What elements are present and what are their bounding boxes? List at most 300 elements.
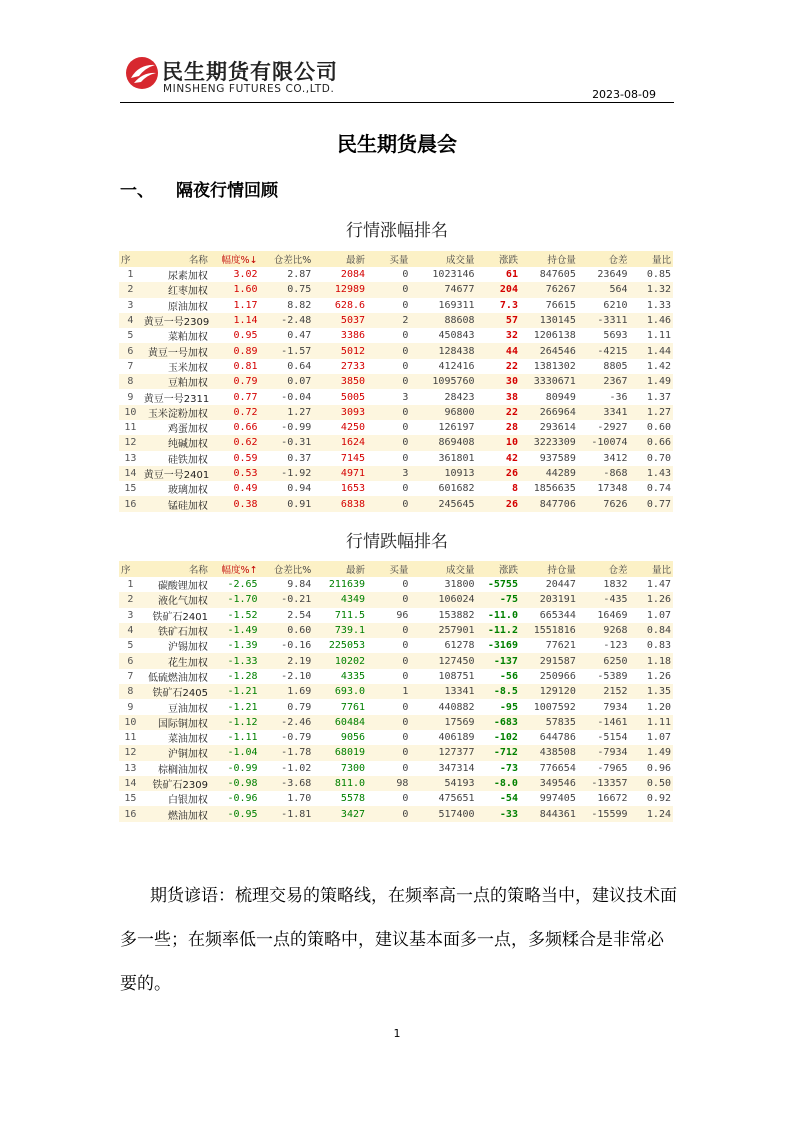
cell-open-interest: 264546 bbox=[520, 343, 578, 358]
cell-vol-ratio: 1.46 bbox=[630, 313, 673, 328]
table-row[interactable] bbox=[119, 653, 673, 668]
cell-oi-diff: 7626 bbox=[578, 496, 630, 511]
column-header-vol-ratio[interactable]: 量比 bbox=[630, 561, 673, 577]
cell-change: 42 bbox=[505, 452, 518, 464]
cell-last: 693.0 bbox=[313, 684, 367, 699]
cell-name: 沪铜加权 bbox=[142, 745, 210, 760]
cell-oi-diff: -7965 bbox=[597, 762, 628, 774]
cell-last: 225053 bbox=[328, 640, 366, 652]
cell-open-interest: 665344 bbox=[539, 609, 576, 621]
table-row[interactable] bbox=[119, 267, 673, 282]
cell-bid-vol: 0 bbox=[402, 452, 409, 464]
cell-volume: 347314 bbox=[438, 762, 475, 774]
cell-change-pct: -1.49 bbox=[210, 623, 260, 638]
cell-last: 1653 bbox=[340, 483, 366, 495]
cell-idx: 14 bbox=[119, 776, 142, 791]
cell-name: 玉米淀粉加权 bbox=[142, 405, 210, 420]
cell-volume: 361801 bbox=[438, 452, 475, 464]
column-header-volume[interactable]: 成交量 bbox=[410, 251, 476, 267]
section-title: 隔夜行情回顾 bbox=[176, 181, 278, 201]
cell-volume: 106024 bbox=[410, 592, 476, 607]
section-number: 一、 bbox=[120, 181, 154, 201]
column-header-oi-diff-ratio[interactable]: 仓差比% bbox=[260, 561, 314, 577]
cell-change: -95 bbox=[499, 701, 518, 713]
table-row[interactable] bbox=[119, 420, 673, 435]
cell-last: 7145 bbox=[340, 452, 366, 464]
cell-change-pct: -1.21 bbox=[210, 684, 260, 699]
cell-vol-ratio: 1.26 bbox=[646, 670, 671, 682]
cell-change: -11.2 bbox=[477, 623, 520, 638]
cell-oi-diff-ratio: 0.91 bbox=[260, 496, 314, 511]
cell-change: 30 bbox=[477, 374, 520, 389]
cell-last: 4250 bbox=[340, 422, 366, 434]
table-row[interactable] bbox=[119, 298, 673, 313]
column-header-vol-ratio[interactable]: 量比 bbox=[630, 251, 673, 267]
cell-volume: 31800 bbox=[444, 579, 475, 591]
cell-oi-diff-ratio: 9.84 bbox=[287, 579, 312, 591]
cell-change-pct: 0.66 bbox=[233, 422, 258, 434]
table-row[interactable] bbox=[119, 592, 673, 607]
cell-change: 26 bbox=[477, 496, 520, 511]
cell-vol-ratio: 1.11 bbox=[630, 715, 673, 730]
cell-last: 628.6 bbox=[334, 299, 366, 311]
cell-change-pct: 0.59 bbox=[233, 452, 258, 464]
cell-oi-diff-ratio: -0.99 bbox=[281, 422, 312, 434]
cell-oi-diff: 2367 bbox=[578, 374, 630, 389]
column-header-name[interactable]: 名称 bbox=[142, 561, 210, 577]
cell-last: 68019 bbox=[313, 745, 367, 760]
cell-volume: 153882 bbox=[438, 609, 475, 621]
cell-oi-diff-ratio: 0.47 bbox=[287, 330, 312, 342]
cell-name: 菜油加权 bbox=[167, 734, 208, 746]
cell-volume: 440882 bbox=[438, 701, 475, 713]
cell-idx: 13 bbox=[124, 762, 137, 774]
cell-change-pct: 0.79 bbox=[210, 374, 260, 389]
cell-open-interest: 349546 bbox=[520, 776, 578, 791]
column-header-oi-diff[interactable]: 仓差 bbox=[578, 251, 630, 267]
cell-oi-diff-ratio: -1.57 bbox=[260, 343, 314, 358]
cell-oi-diff-ratio: 1.27 bbox=[260, 405, 314, 420]
cell-change-pct: 0.81 bbox=[233, 360, 258, 372]
cell-change: 8 bbox=[511, 483, 518, 495]
table-row[interactable] bbox=[119, 466, 673, 481]
cell-vol-ratio: 0.84 bbox=[630, 623, 673, 638]
cell-change: 26 bbox=[477, 466, 520, 481]
cell-idx: 10 bbox=[119, 715, 142, 730]
cell-open-interest: 203191 bbox=[520, 592, 578, 607]
cell-idx: 11 bbox=[124, 422, 137, 434]
cell-vol-ratio: 1.07 bbox=[646, 732, 671, 744]
table-row[interactable] bbox=[119, 328, 673, 343]
cell-volume: 128438 bbox=[410, 343, 476, 358]
cell-change: 57 bbox=[477, 313, 520, 328]
cell-volume: 412416 bbox=[438, 360, 475, 372]
page-number: 1 bbox=[393, 1027, 401, 1040]
cell-bid-vol: 0 bbox=[367, 715, 410, 730]
cell-oi-diff-ratio: -0.21 bbox=[260, 592, 314, 607]
cell-oi-diff: 6250 bbox=[578, 653, 630, 668]
table-row[interactable] bbox=[119, 715, 673, 730]
cell-oi-diff-ratio: -0.16 bbox=[281, 640, 312, 652]
cell-bid-vol: 0 bbox=[367, 653, 410, 668]
cell-change: 204 bbox=[477, 282, 520, 297]
cell-volume: 126197 bbox=[438, 422, 475, 434]
table-row[interactable] bbox=[119, 496, 673, 511]
cell-name: 低硫燃油加权 bbox=[147, 672, 208, 684]
cell-oi-diff-ratio: 2.54 bbox=[287, 609, 312, 621]
cell-vol-ratio: 1.44 bbox=[630, 343, 673, 358]
cell-bid-vol: 2 bbox=[367, 313, 410, 328]
cell-last: 7761 bbox=[340, 701, 366, 713]
cell-open-interest: 57835 bbox=[520, 715, 578, 730]
cell-change-pct: 0.62 bbox=[210, 435, 260, 450]
cell-bid-vol: 0 bbox=[367, 343, 410, 358]
cell-vol-ratio: 1.42 bbox=[646, 360, 671, 372]
cell-oi-diff: -10074 bbox=[578, 435, 630, 450]
cell-oi-diff: -435 bbox=[578, 592, 630, 607]
cell-last: 5578 bbox=[340, 793, 366, 805]
cell-volume: 1023146 bbox=[432, 269, 475, 281]
cell-oi-diff-ratio: 1.70 bbox=[287, 793, 312, 805]
cell-open-interest: 44289 bbox=[520, 466, 578, 481]
table-row[interactable] bbox=[119, 608, 673, 623]
table-row[interactable] bbox=[119, 481, 673, 496]
cell-oi-diff: 16469 bbox=[597, 609, 628, 621]
column-header-open-interest[interactable]: 持仓量 bbox=[520, 561, 578, 577]
cell-oi-diff-ratio: 0.64 bbox=[287, 360, 312, 372]
cell-oi-diff: -3311 bbox=[578, 313, 630, 328]
cell-open-interest: 847605 bbox=[539, 269, 576, 281]
cell-vol-ratio: 1.35 bbox=[630, 684, 673, 699]
column-header-oi-diff[interactable]: 仓差 bbox=[578, 561, 630, 577]
cell-name: 液化气加权 bbox=[142, 592, 210, 607]
cell-open-interest: 847706 bbox=[520, 496, 578, 511]
cell-bid-vol: 0 bbox=[402, 422, 409, 434]
table-header-row bbox=[119, 561, 673, 577]
cell-idx: 11 bbox=[124, 732, 137, 744]
cell-open-interest: 1856635 bbox=[533, 483, 576, 495]
column-header-name[interactable]: 名称 bbox=[142, 251, 210, 267]
cell-open-interest: 776654 bbox=[539, 762, 576, 774]
cell-name: 碳酸锂加权 bbox=[157, 581, 208, 593]
cell-volume: 517400 bbox=[410, 806, 476, 821]
cell-idx: 2 bbox=[119, 592, 142, 607]
column-header-change[interactable]: 涨跌 bbox=[477, 561, 520, 577]
cell-name: 花生加权 bbox=[142, 653, 210, 668]
cell-bid-vol: 0 bbox=[367, 435, 410, 450]
cell-change: -3169 bbox=[487, 640, 518, 652]
cell-change-pct: 0.72 bbox=[210, 405, 260, 420]
cell-oi-diff: -4215 bbox=[578, 343, 630, 358]
cell-vol-ratio: 1.24 bbox=[630, 806, 673, 821]
cell-change-pct: -1.04 bbox=[210, 745, 260, 760]
cell-idx: 8 bbox=[119, 684, 142, 699]
cell-vol-ratio: 0.70 bbox=[646, 452, 671, 464]
cell-volume: 169311 bbox=[438, 299, 475, 311]
cell-change-pct: -2.65 bbox=[227, 579, 258, 591]
cell-open-interest: 293614 bbox=[539, 422, 576, 434]
cell-volume: 601682 bbox=[438, 483, 475, 495]
cell-vol-ratio: 1.43 bbox=[630, 466, 673, 481]
cell-change-pct: -1.21 bbox=[227, 701, 258, 713]
futures-proverb: 期货谚语：梳理交易的策略线，在频率高一点的策略当中，建议技术面多一些；在频率低一点的策略中，建议基本面多一点，多频糅合是非常必要的。 bbox=[120, 886, 677, 994]
cell-idx: 7 bbox=[127, 670, 134, 682]
cell-change: 61 bbox=[505, 269, 518, 281]
column-header-change-pct[interactable]: 幅度%↑ bbox=[210, 561, 260, 577]
cell-idx: 1 bbox=[127, 269, 134, 281]
table-row[interactable] bbox=[119, 745, 673, 760]
cell-oi-diff-ratio: 0.79 bbox=[287, 701, 312, 713]
cell-last: 5012 bbox=[313, 343, 367, 358]
cell-idx: 3 bbox=[127, 299, 134, 311]
cell-vol-ratio: 0.92 bbox=[646, 793, 671, 805]
cell-oi-diff: 3341 bbox=[578, 405, 630, 420]
gain-table-caption: 行情涨幅排名 bbox=[346, 221, 448, 241]
table-row[interactable] bbox=[119, 776, 673, 791]
cell-name: 铁矿石加权 bbox=[142, 623, 210, 638]
cell-oi-diff-ratio: -0.79 bbox=[281, 732, 312, 744]
table-row[interactable] bbox=[119, 699, 673, 714]
cell-last: 4349 bbox=[313, 592, 367, 607]
cell-vol-ratio: 1.32 bbox=[630, 282, 673, 297]
cell-name: 硅铁加权 bbox=[167, 454, 208, 466]
table-row[interactable] bbox=[119, 343, 673, 358]
cell-name: 豆油加权 bbox=[167, 703, 208, 715]
cell-open-interest: 937589 bbox=[539, 452, 576, 464]
cell-oi-diff: 16672 bbox=[597, 793, 628, 805]
cell-change-pct: 0.95 bbox=[233, 330, 258, 342]
table-row[interactable] bbox=[119, 435, 673, 450]
cell-last: 5037 bbox=[313, 313, 367, 328]
cell-name: 菜粕加权 bbox=[167, 332, 208, 344]
table-row[interactable] bbox=[119, 638, 673, 653]
cell-last: 211639 bbox=[328, 579, 366, 591]
table-row[interactable] bbox=[119, 730, 673, 745]
column-header-change[interactable]: 涨跌 bbox=[477, 251, 520, 267]
cell-volume: 28423 bbox=[444, 391, 475, 403]
cell-oi-diff-ratio: 0.60 bbox=[260, 623, 314, 638]
cell-oi-diff-ratio: -1.02 bbox=[281, 762, 312, 774]
cell-open-interest: 844361 bbox=[520, 806, 578, 821]
cell-change: 32 bbox=[505, 330, 518, 342]
cell-name: 黄豆一号2401 bbox=[142, 466, 210, 481]
column-header-change-pct[interactable]: 幅度%↓ bbox=[210, 251, 260, 267]
table-row[interactable] bbox=[119, 684, 673, 699]
cell-name: 铁矿石2405 bbox=[142, 684, 210, 699]
cell-open-interest: 1206138 bbox=[533, 330, 576, 342]
table-row[interactable] bbox=[119, 623, 673, 638]
cell-volume: 17569 bbox=[410, 715, 476, 730]
cell-change: 10 bbox=[477, 435, 520, 450]
cell-last: 12989 bbox=[313, 282, 367, 297]
cell-change-pct: 1.14 bbox=[210, 313, 260, 328]
cell-vol-ratio: 1.37 bbox=[646, 391, 671, 403]
cell-volume: 257901 bbox=[410, 623, 476, 638]
column-header-last[interactable]: 最新 bbox=[313, 561, 367, 577]
table-row[interactable] bbox=[119, 669, 673, 684]
cell-oi-diff-ratio: -1.81 bbox=[260, 806, 314, 821]
cell-open-interest: 250966 bbox=[539, 670, 576, 682]
cell-bid-vol: 3 bbox=[402, 391, 409, 403]
table-header-row bbox=[119, 251, 673, 267]
cell-change: 22 bbox=[505, 360, 518, 372]
cell-change-pct: 0.49 bbox=[233, 483, 258, 495]
cell-oi-diff: 5693 bbox=[603, 330, 628, 342]
cell-change: 7.3 bbox=[499, 299, 518, 311]
column-header-last[interactable]: 最新 bbox=[313, 251, 367, 267]
cell-name: 原油加权 bbox=[167, 301, 208, 313]
cell-name: 黄豆一号加权 bbox=[142, 343, 210, 358]
cell-vol-ratio: 1.07 bbox=[646, 609, 671, 621]
cell-idx: 4 bbox=[119, 313, 142, 328]
cell-change-pct: 0.77 bbox=[233, 391, 258, 403]
cell-change: 44 bbox=[477, 343, 520, 358]
cell-name: 锰硅加权 bbox=[142, 496, 210, 511]
cell-idx: 12 bbox=[119, 435, 142, 450]
cell-bid-vol: 0 bbox=[402, 670, 409, 682]
cell-open-interest: 438508 bbox=[520, 745, 578, 760]
cell-oi-diff: 9268 bbox=[578, 623, 630, 638]
cell-volume: 96800 bbox=[410, 405, 476, 420]
cell-last: 9056 bbox=[340, 732, 366, 744]
table-row[interactable] bbox=[119, 806, 673, 821]
cell-open-interest: 1007592 bbox=[533, 701, 576, 713]
cell-oi-diff: -36 bbox=[609, 391, 628, 403]
cell-last: 3386 bbox=[340, 330, 366, 342]
column-header-open-interest[interactable]: 持仓量 bbox=[520, 251, 578, 267]
cell-idx: 5 bbox=[127, 330, 134, 342]
column-header-oi-diff-ratio[interactable]: 仓差比% bbox=[260, 251, 314, 267]
loss-ranking-table bbox=[119, 561, 673, 822]
cell-change: -75 bbox=[477, 592, 520, 607]
table-row[interactable] bbox=[119, 374, 673, 389]
cell-oi-diff-ratio: -1.92 bbox=[260, 466, 314, 481]
cell-oi-diff: -15599 bbox=[578, 806, 630, 821]
cell-volume: 88608 bbox=[410, 313, 476, 328]
cell-oi-diff-ratio: -2.46 bbox=[260, 715, 314, 730]
cell-bid-vol: 0 bbox=[402, 269, 409, 281]
cell-name: 鸡蛋加权 bbox=[167, 424, 208, 436]
cell-volume: 13341 bbox=[410, 684, 476, 699]
cell-change-pct: 0.38 bbox=[210, 496, 260, 511]
cell-last: 5005 bbox=[340, 391, 366, 403]
table-row[interactable] bbox=[119, 282, 673, 297]
cell-idx: 12 bbox=[119, 745, 142, 760]
table-row[interactable] bbox=[119, 405, 673, 420]
cell-vol-ratio: 0.85 bbox=[646, 269, 671, 281]
cell-name: 白银加权 bbox=[167, 795, 208, 807]
cell-vol-ratio: 0.96 bbox=[646, 762, 671, 774]
cell-change: -683 bbox=[477, 715, 520, 730]
cell-oi-diff-ratio: 0.75 bbox=[260, 282, 314, 297]
cell-vol-ratio: 0.50 bbox=[630, 776, 673, 791]
company-name-en: MINSHENG FUTURES CO.,LTD. bbox=[163, 83, 335, 95]
column-header-volume[interactable]: 成交量 bbox=[410, 561, 476, 577]
cell-oi-diff: 2152 bbox=[578, 684, 630, 699]
cell-idx: 4 bbox=[119, 623, 142, 638]
cell-last: 60484 bbox=[313, 715, 367, 730]
cell-change: -11.0 bbox=[487, 609, 518, 621]
cell-volume: 1095760 bbox=[410, 374, 476, 389]
table-row[interactable] bbox=[119, 791, 673, 806]
cell-volume: 108751 bbox=[438, 670, 475, 682]
cell-oi-diff-ratio: -3.68 bbox=[260, 776, 314, 791]
cell-open-interest: 77621 bbox=[545, 640, 576, 652]
cell-name: 尿素加权 bbox=[167, 271, 208, 283]
cell-oi-diff: -5154 bbox=[597, 732, 628, 744]
cell-name: 铁矿石2309 bbox=[142, 776, 210, 791]
cell-vol-ratio: 1.49 bbox=[630, 374, 673, 389]
cell-name: 纯碱加权 bbox=[142, 435, 210, 450]
cell-last: 7300 bbox=[340, 762, 366, 774]
cell-open-interest: 76615 bbox=[545, 299, 576, 311]
cell-vol-ratio: 0.83 bbox=[646, 640, 671, 652]
cell-name: 棕榈油加权 bbox=[157, 764, 208, 776]
cell-oi-diff-ratio: -0.04 bbox=[281, 391, 312, 403]
cell-oi-diff-ratio: -1.78 bbox=[260, 745, 314, 760]
cell-idx: 16 bbox=[119, 806, 142, 821]
cell-bid-vol: 0 bbox=[402, 299, 409, 311]
cell-change: 38 bbox=[505, 391, 518, 403]
cell-oi-diff-ratio: 2.87 bbox=[287, 269, 312, 281]
cell-vol-ratio: 1.27 bbox=[630, 405, 673, 420]
column-header-idx[interactable]: 序 bbox=[119, 251, 142, 267]
cell-bid-vol: 98 bbox=[367, 776, 410, 791]
table-row[interactable] bbox=[119, 389, 673, 404]
cell-idx: 16 bbox=[119, 496, 142, 511]
cell-oi-diff: -2927 bbox=[597, 422, 628, 434]
column-header-bid-vol[interactable]: 买量 bbox=[367, 561, 410, 577]
cell-bid-vol: 0 bbox=[367, 405, 410, 420]
column-header-idx[interactable]: 序 bbox=[119, 561, 142, 577]
cell-change-pct: -0.96 bbox=[227, 793, 258, 805]
cell-idx: 9 bbox=[127, 391, 134, 403]
cell-last: 2733 bbox=[340, 360, 366, 372]
cell-oi-diff: 17348 bbox=[597, 483, 628, 495]
table-row[interactable] bbox=[119, 359, 673, 374]
minsheng-logo-icon bbox=[125, 56, 159, 90]
table-row[interactable] bbox=[119, 761, 673, 776]
cell-idx: 10 bbox=[119, 405, 142, 420]
table-row[interactable] bbox=[119, 577, 673, 592]
cell-open-interest: 3223309 bbox=[520, 435, 578, 450]
cell-bid-vol: 3 bbox=[367, 466, 410, 481]
cell-name: 铁矿石2401 bbox=[152, 611, 208, 623]
cell-volume: 74677 bbox=[410, 282, 476, 297]
cell-change-pct: -1.12 bbox=[210, 715, 260, 730]
table-row[interactable] bbox=[119, 313, 673, 328]
cell-open-interest: 129120 bbox=[520, 684, 578, 699]
cell-change: -54 bbox=[499, 793, 518, 805]
cell-bid-vol: 0 bbox=[367, 623, 410, 638]
loss-table-caption: 行情跌幅排名 bbox=[346, 532, 448, 552]
cell-last: 739.1 bbox=[313, 623, 367, 638]
cell-change-pct: -1.70 bbox=[210, 592, 260, 607]
cell-oi-diff: -5389 bbox=[597, 670, 628, 682]
cell-name: 黄豆一号2311 bbox=[143, 393, 210, 405]
table-row[interactable] bbox=[119, 451, 673, 466]
column-header-bid-vol[interactable]: 买量 bbox=[367, 251, 410, 267]
cell-idx: 15 bbox=[124, 793, 137, 805]
cell-name: 豆粕加权 bbox=[142, 374, 210, 389]
cell-oi-diff: -1461 bbox=[578, 715, 630, 730]
cell-oi-diff-ratio: 0.37 bbox=[287, 452, 312, 464]
cell-name: 国际铜加权 bbox=[142, 715, 210, 730]
cell-volume: 127377 bbox=[410, 745, 476, 760]
gain-ranking-table bbox=[119, 251, 673, 512]
cell-name: 玻璃加权 bbox=[167, 485, 208, 497]
cell-bid-vol: 0 bbox=[402, 732, 409, 744]
